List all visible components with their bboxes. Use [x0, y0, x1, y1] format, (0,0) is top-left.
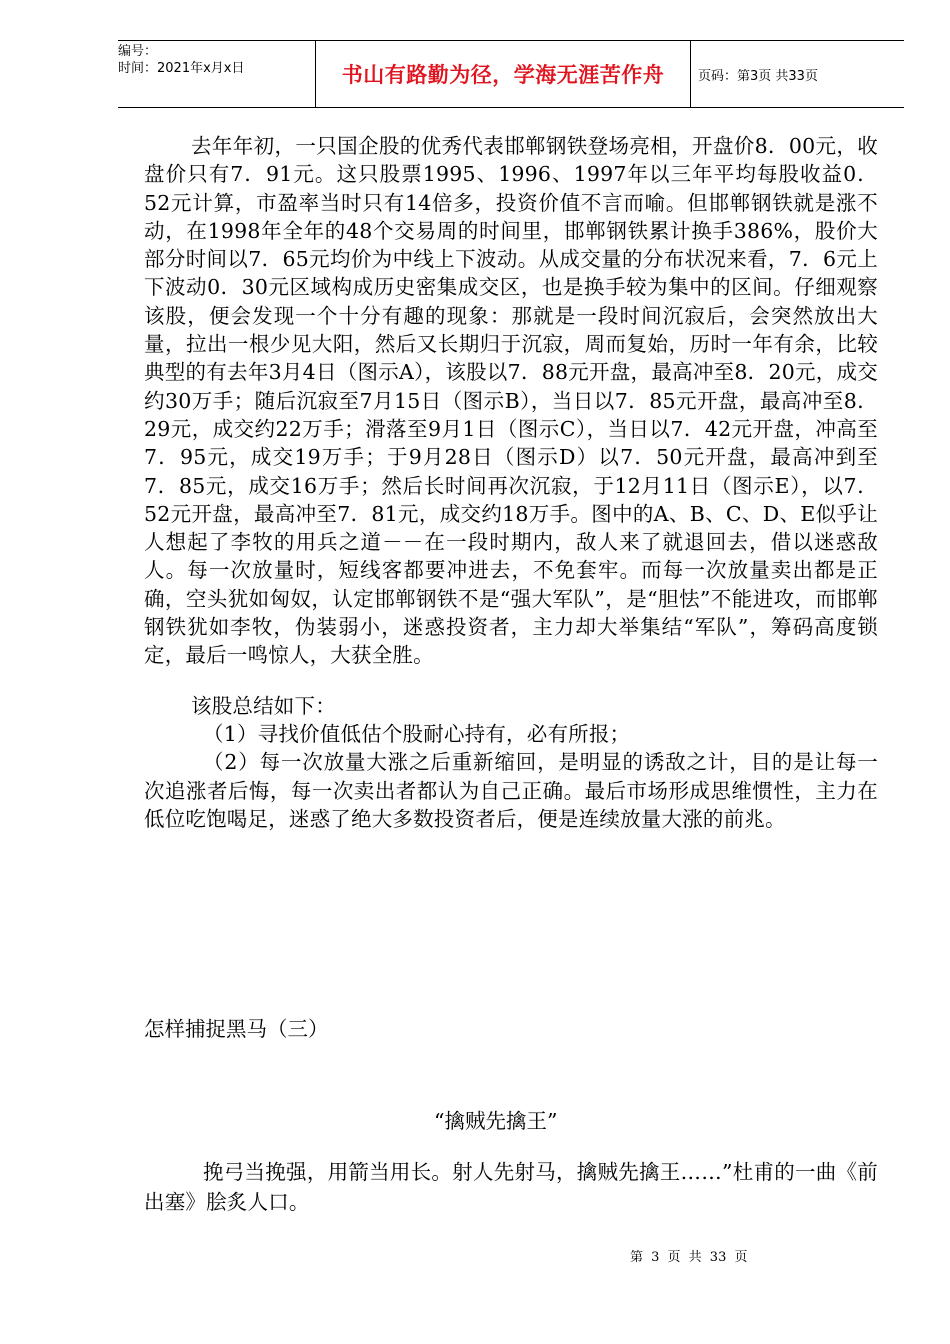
- header-time-label: 时间：2021年x月x日: [118, 61, 245, 76]
- header-slogan-cell: [315, 41, 691, 107]
- page-header: [118, 40, 904, 108]
- header-page-info: 页码：第3页 共33页: [698, 68, 818, 84]
- header-number-label: 编号：: [118, 44, 158, 59]
- summary-title: 该股总结如下：: [191, 693, 336, 718]
- poem-body: [144, 1157, 878, 1217]
- summary-point-1: （1）寻找价值低估个股耐心持有，必有所报；: [203, 721, 631, 746]
- header-meta: [118, 41, 314, 109]
- summary-point-2: （2）每一次放量大涨之后重新缩回，是明显的诱敌之计，目的是让每一次追涨者后悔，每一次卖出者都认为自己正确。最后市场形成思维惯性，主力在低位吃饱喝足，迷惑了绝大多数投资者后，便是连续放量大涨的前兆。: [144, 750, 878, 831]
- header-slogan: 书山有路勤为径，学海无涯苦作舟: [341, 63, 665, 87]
- poem-paragraph: 挽弓当挽强，用箭当用长。射人先射马，擒贼先擒王……”杜甫的一曲《前出塞》脍炙人口。: [144, 1160, 878, 1214]
- section-title: 怎样捕捉黑马（三）: [144, 1017, 329, 1041]
- section-subtitle: “擒贼先擒王”: [434, 1109, 558, 1133]
- page-footer: 第 3 页 共 33 页: [630, 1250, 748, 1265]
- paragraph-handan-steel: 去年年初，一只国企股的优秀代表邯郸钢铁登场亮相，开盘价8．00元，收盘价只有7．91元。这只股票1995、1996、1997年以三年平均每股收益0．52元计算，市盈率当时只有14倍多，投资价值不言而喻。但邯郸钢铁就是涨不动，在1998年全年的48个交易周的时间里，邯郸钢铁累计换手386%，股价大部分时间以7．65元均价为中线上下波动。从成交量的分布状况来看，7．6元上下波动0．30元区域构成历史密集成交区，也是换手较为集中的区间。仔细观察该股，便会发现一个十分有趣的现象：那就是一段时间沉寂后，会突然放出大量，拉出一根少见大阳，然后又长期归于沉寂，周而复始，历时一年有余，比较典型的有去年3月4日（图示A），该股以7．88元开盘，最高冲至8．20元，成交约30万手；随后沉寂至7月15日（图示B），当日以7．85元开盘，最高冲至8．29元，成交约22万手；滑落至9月1日（图示C），当日以7．42元开盘，冲高至7．95元，成交19万手；于9月28日（图示D）以7．50元开盘，最高冲到至7．85元，成交16万手；然后长时间再次沉寂，于12月11日（图示E），以7．52元开盘，最高冲至7．81元，成交约18万手。图中的A、B、C、D、E似乎让人想起了李牧的用兵之道－－在一段时期内，敌人来了就退回去，借以迷惑敌人。每一次放量时，短线客都要冲进去，不免套牢。而每一次放量卖出都是正确，空头犹如匈奴，认定邯郸钢铁不是“强大军队”，是“胆怯”不能进攻，而邯郸钢铁犹如李牧，伪装弱小，迷惑投资者，主力却大举集结“军队”，筹码高度锁定，最后一鸣惊人，大获全胜。: [144, 134, 878, 668]
- main-body: [144, 132, 878, 833]
